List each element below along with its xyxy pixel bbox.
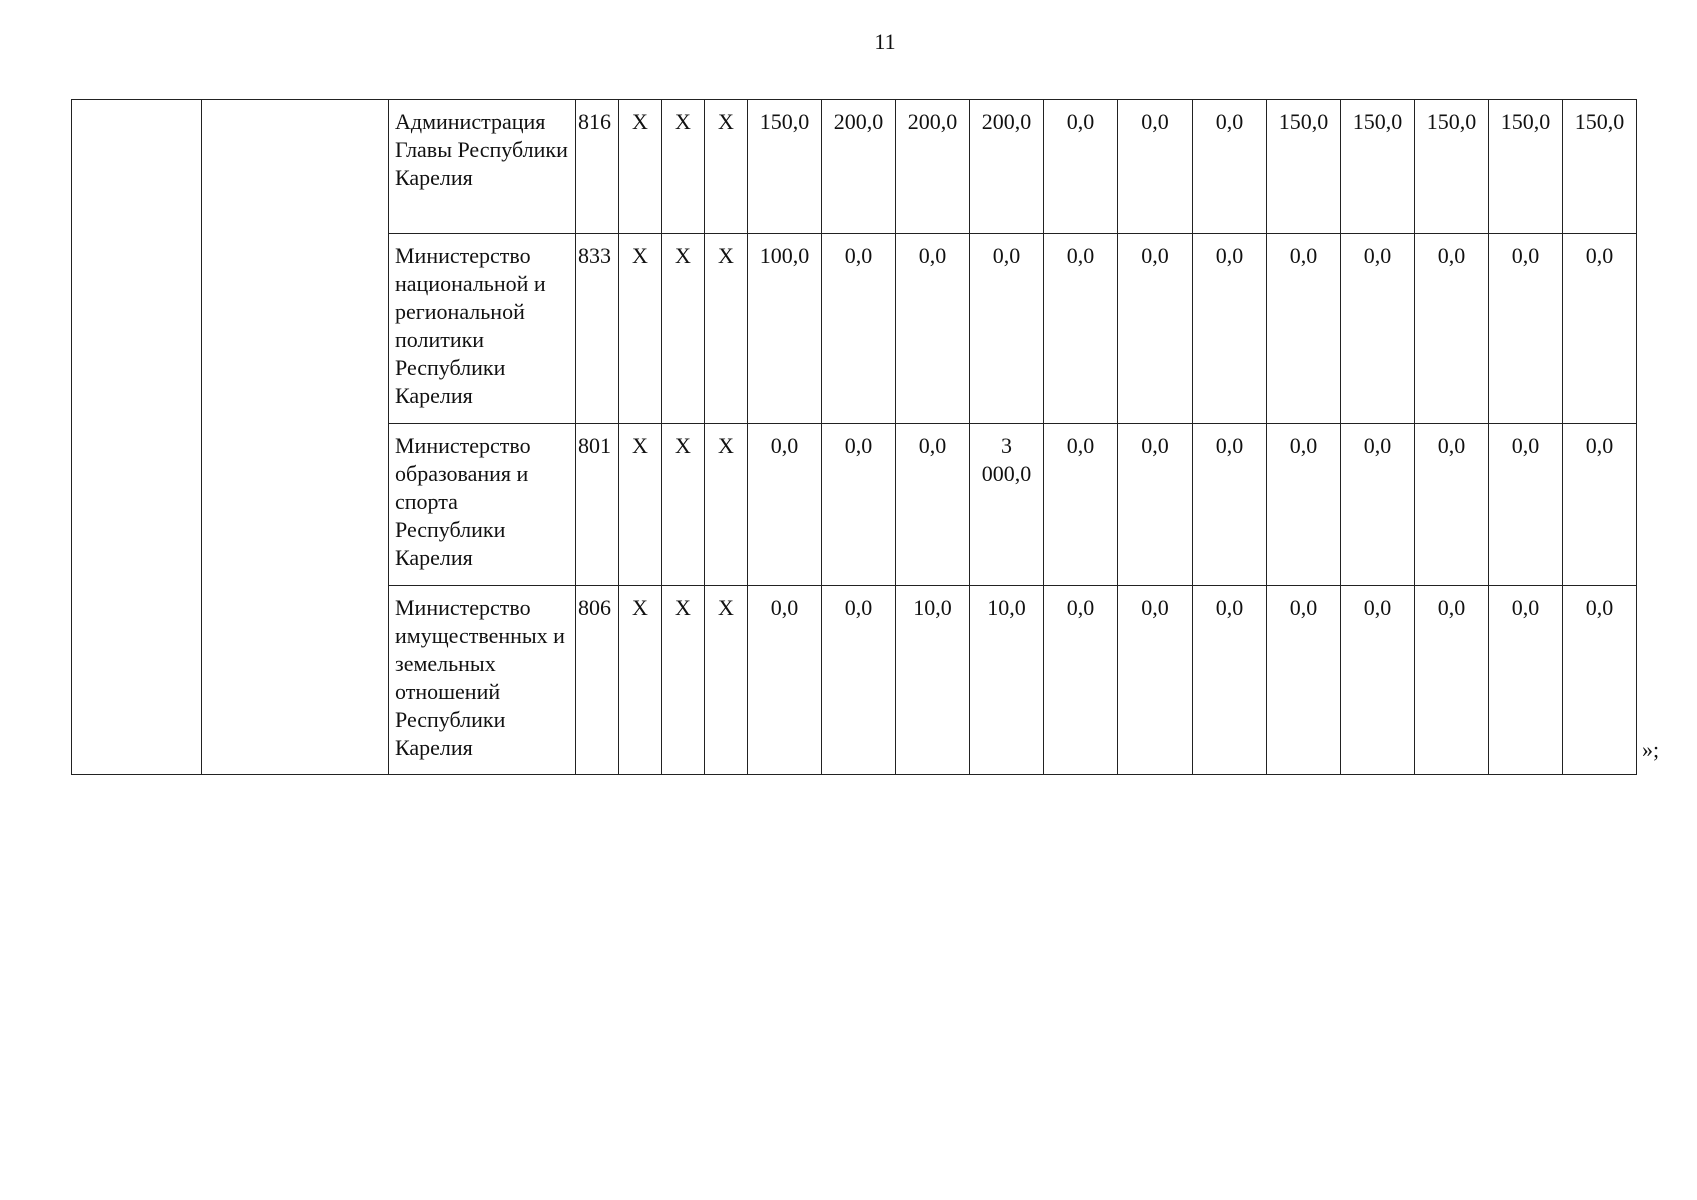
value-cell: 100,0 <box>748 234 822 424</box>
value-cell: 0,0 <box>1489 424 1563 586</box>
code-cell: 816 <box>576 100 619 234</box>
value-cell: 0,0 <box>1415 424 1489 586</box>
value-cell: 0,0 <box>1341 234 1415 424</box>
value-cell: 150,0 <box>1341 100 1415 234</box>
value-cell: 10,0 <box>970 586 1044 775</box>
value-cell: 0,0 <box>1341 424 1415 586</box>
value-cell: 0,0 <box>1341 586 1415 775</box>
value-cell: 0,0 <box>1044 100 1118 234</box>
value-cell: 0,0 <box>1563 424 1637 586</box>
value-cell: 0,0 <box>1044 586 1118 775</box>
value-cell: 150,0 <box>1415 100 1489 234</box>
x-cell: X <box>662 424 705 586</box>
organization-cell: Министерство образования и спорта Республики Карелия <box>389 424 576 586</box>
value-cell: 0,0 <box>1267 424 1341 586</box>
x-cell: X <box>619 424 662 586</box>
value-cell: 0,0 <box>1267 234 1341 424</box>
value-cell: 0,0 <box>1044 424 1118 586</box>
value-cell: 0,0 <box>1489 234 1563 424</box>
closing-quote: »; <box>1642 737 1660 762</box>
value-cell: 150,0 <box>1563 100 1637 234</box>
value-cell: 0,0 <box>1118 586 1193 775</box>
value-cell: 0,0 <box>1118 100 1193 234</box>
value-cell: 3 000,0 <box>970 424 1044 586</box>
value-cell: 0,0 <box>748 586 822 775</box>
value-cell: 10,0 <box>896 586 970 775</box>
value-cell: 0,0 <box>1563 586 1637 775</box>
value-cell: 0,0 <box>1267 586 1341 775</box>
x-cell: X <box>705 586 748 775</box>
value-cell: 0,0 <box>1563 234 1637 424</box>
page-number: 11 <box>874 29 896 54</box>
value-cell: 0,0 <box>822 586 896 775</box>
value-cell: 0,0 <box>822 424 896 586</box>
value-cell: 0,0 <box>970 234 1044 424</box>
x-cell: X <box>705 100 748 234</box>
x-cell: X <box>619 586 662 775</box>
value-cell: 0,0 <box>1415 586 1489 775</box>
value-cell: 0,0 <box>1415 234 1489 424</box>
value-cell: 200,0 <box>896 100 970 234</box>
value-cell: 0,0 <box>896 234 970 424</box>
value-cell: 0,0 <box>896 424 970 586</box>
value-cell: 0,0 <box>1193 100 1267 234</box>
code-cell: 806 <box>576 586 619 775</box>
value-cell: 200,0 <box>970 100 1044 234</box>
value-cell: 150,0 <box>1489 100 1563 234</box>
value-cell: 0,0 <box>1044 234 1118 424</box>
organization-cell: Министерство имущественных и земельных отношений Республики Карелия <box>389 586 576 775</box>
value-cell: 0,0 <box>748 424 822 586</box>
value-cell: 0,0 <box>1118 424 1193 586</box>
value-cell: 0,0 <box>1193 424 1267 586</box>
x-cell: X <box>619 100 662 234</box>
x-cell: X <box>662 234 705 424</box>
organization-cell: Администрация Главы Республики Карелия <box>389 100 576 234</box>
x-cell: X <box>705 424 748 586</box>
code-cell: 801 <box>576 424 619 586</box>
x-cell: X <box>705 234 748 424</box>
value-cell: 0,0 <box>822 234 896 424</box>
program-name-cell <box>202 100 389 775</box>
x-cell: X <box>662 586 705 775</box>
value-cell: 150,0 <box>1267 100 1341 234</box>
value-cell: 0,0 <box>1193 586 1267 775</box>
value-cell: 0,0 <box>1193 234 1267 424</box>
budget-table <box>71 99 1637 775</box>
x-cell: X <box>619 234 662 424</box>
value-cell: 0,0 <box>1118 234 1193 424</box>
number-column-cell <box>72 100 202 775</box>
organization-cell: Министерство национальной и региональной политики Республики Карелия <box>389 234 576 424</box>
x-cell: X <box>662 100 705 234</box>
table-row <box>72 100 1637 234</box>
code-cell: 833 <box>576 234 619 424</box>
value-cell: 150,0 <box>748 100 822 234</box>
value-cell: 200,0 <box>822 100 896 234</box>
value-cell: 0,0 <box>1489 586 1563 775</box>
